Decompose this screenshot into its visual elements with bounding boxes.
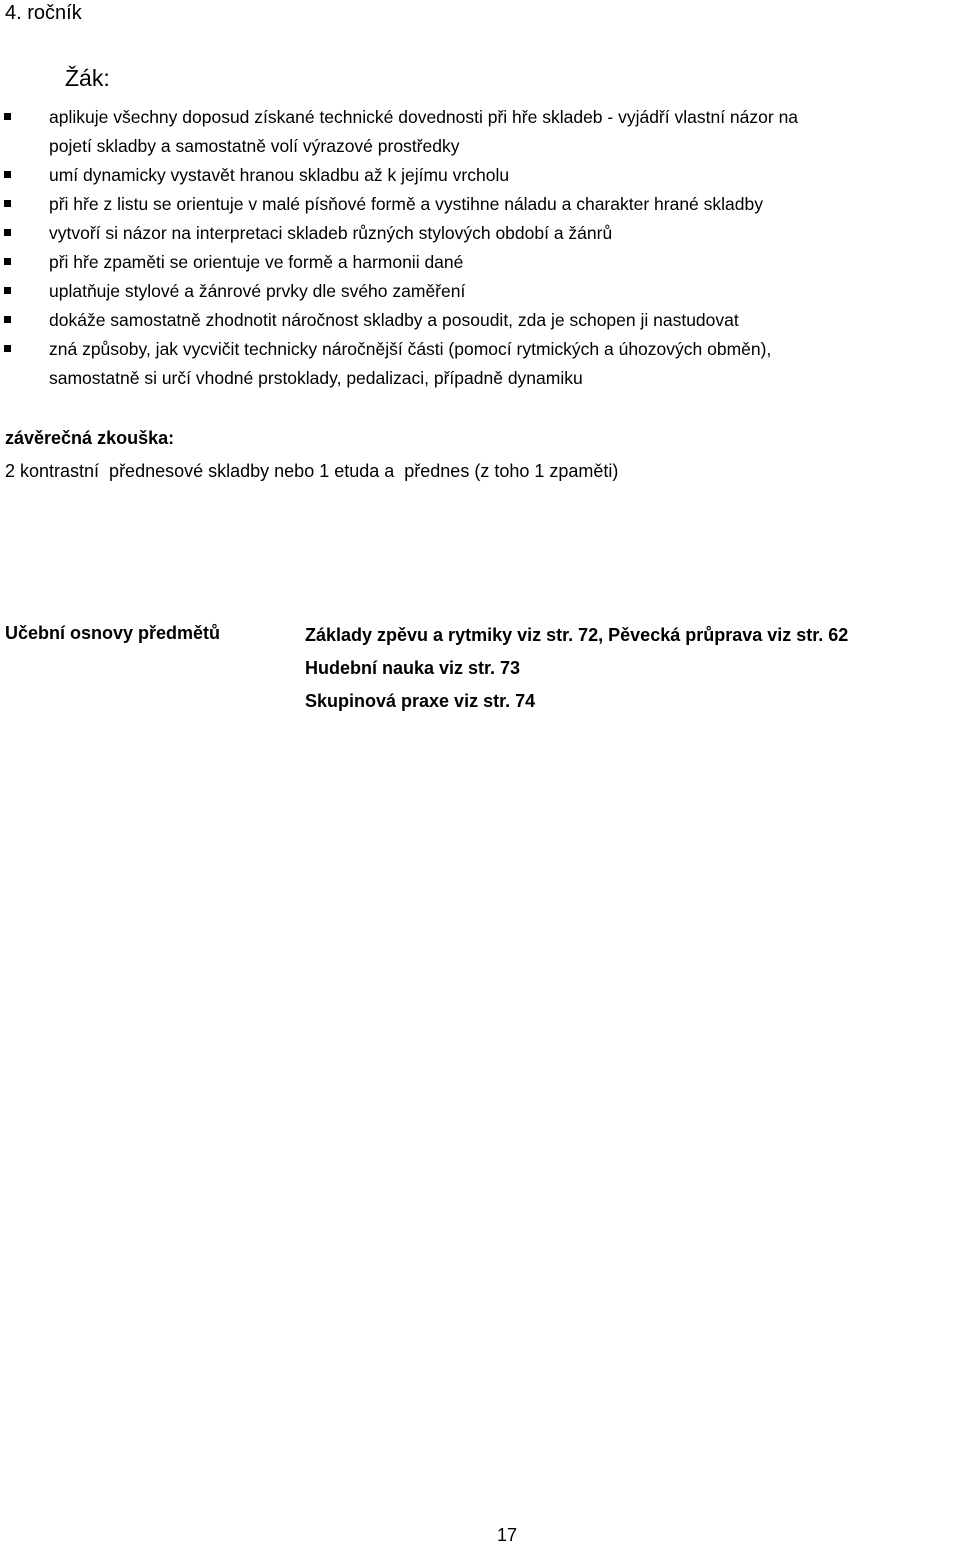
square-bullet-icon (4, 287, 11, 294)
final-exam-title: závěrečná zkouška: (5, 428, 175, 448)
curriculum-reference-item: Hudební nauka viz str. 73 (305, 658, 521, 678)
list-item-text: dokáže samostatně zhodnotit náročnost skladby a posoudit, zda je schopen ji nastudovat (49, 310, 739, 330)
curriculum-reference-item: Skupinová praxe viz str. 74 (305, 691, 536, 711)
student-subheading: Žák: (65, 65, 110, 91)
list-item-text: umí dynamicky vystavět hranou skladbu až k jejímu vrcholu (49, 165, 510, 185)
curriculum-references (305, 619, 848, 718)
curriculum-reference-item: Základy zpěvu a rytmiky viz str. 72, Pěvecká průprava viz str. 62 (305, 625, 849, 645)
square-bullet-icon (4, 171, 11, 178)
list-item-text: při hře z listu se orientuje v malé písňové formě a vystihne náladu a charakter hrané skladby (49, 194, 763, 214)
list-item (0, 335, 960, 393)
page-number: 17 (497, 1525, 518, 1545)
list-item-text: aplikuje všechny doposud získané technické dovednosti při hře skladeb - vyjádří vlastní názor na (49, 107, 799, 127)
list-item (0, 190, 960, 219)
grade-heading: 4. ročník (5, 2, 82, 24)
list-item (0, 277, 960, 306)
list-item-text: uplatňuje stylové a žánrové prvky dle svého zaměření (49, 281, 466, 301)
final-exam-text: 2 kontrastní přednesové skladby nebo 1 etuda a přednes (z toho 1 zpaměti) (5, 461, 619, 481)
square-bullet-icon (4, 258, 11, 265)
outcomes-list (0, 103, 960, 393)
square-bullet-icon (4, 113, 11, 120)
square-bullet-icon (4, 229, 11, 236)
list-item-text: pojetí skladby a samostatně volí výrazové prostředky (49, 136, 460, 156)
square-bullet-icon (4, 345, 11, 352)
list-item (0, 306, 960, 335)
list-item (0, 161, 960, 190)
list-item-text: při hře zpaměti se orientuje ve formě a harmonii dané (49, 252, 464, 272)
list-item (0, 219, 960, 248)
list-item-text: zná způsoby, jak vycvičit technicky náročnější části (pomocí rytmických a úhozových obměn), (49, 339, 772, 359)
list-item-text: samostatně si určí vhodné prstoklady, pedalizaci, případně dynamiku (49, 368, 583, 388)
list-item (0, 248, 960, 277)
square-bullet-icon (4, 316, 11, 323)
curriculum-label: Učební osnovy předmětů (5, 623, 221, 643)
list-item (0, 103, 960, 161)
list-item-text: vytvoří si názor na interpretaci skladeb různých stylových období a žánrů (49, 223, 613, 243)
square-bullet-icon (4, 200, 11, 207)
